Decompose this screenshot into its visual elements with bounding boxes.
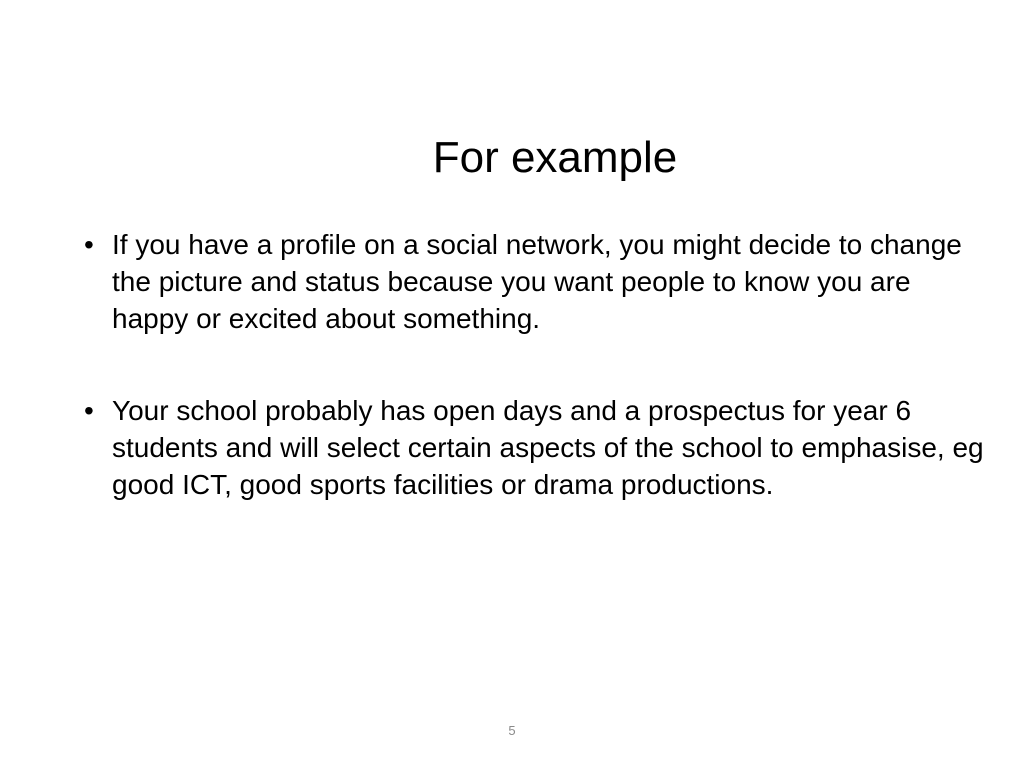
bullet-item-school xyxy=(84,392,989,503)
page-number: 5 xyxy=(508,723,516,738)
bullet-item-profile xyxy=(84,226,989,337)
bullet-text: Your school probably has open days and a prospectus for year 6 students and will select certain aspects of the school to emphasise, eg good ICT, good sports facilities or drama productions. xyxy=(112,395,984,500)
bullet-list xyxy=(84,226,989,558)
bullet-dot-icon: • xyxy=(84,395,94,426)
bullet-text: If you have a profile on a social network, you might decide to change the picture and status because you want people to know you are happy or excited about something. xyxy=(112,229,962,334)
slide-title: For example xyxy=(432,133,678,182)
bullet-dot-icon: • xyxy=(84,229,94,260)
